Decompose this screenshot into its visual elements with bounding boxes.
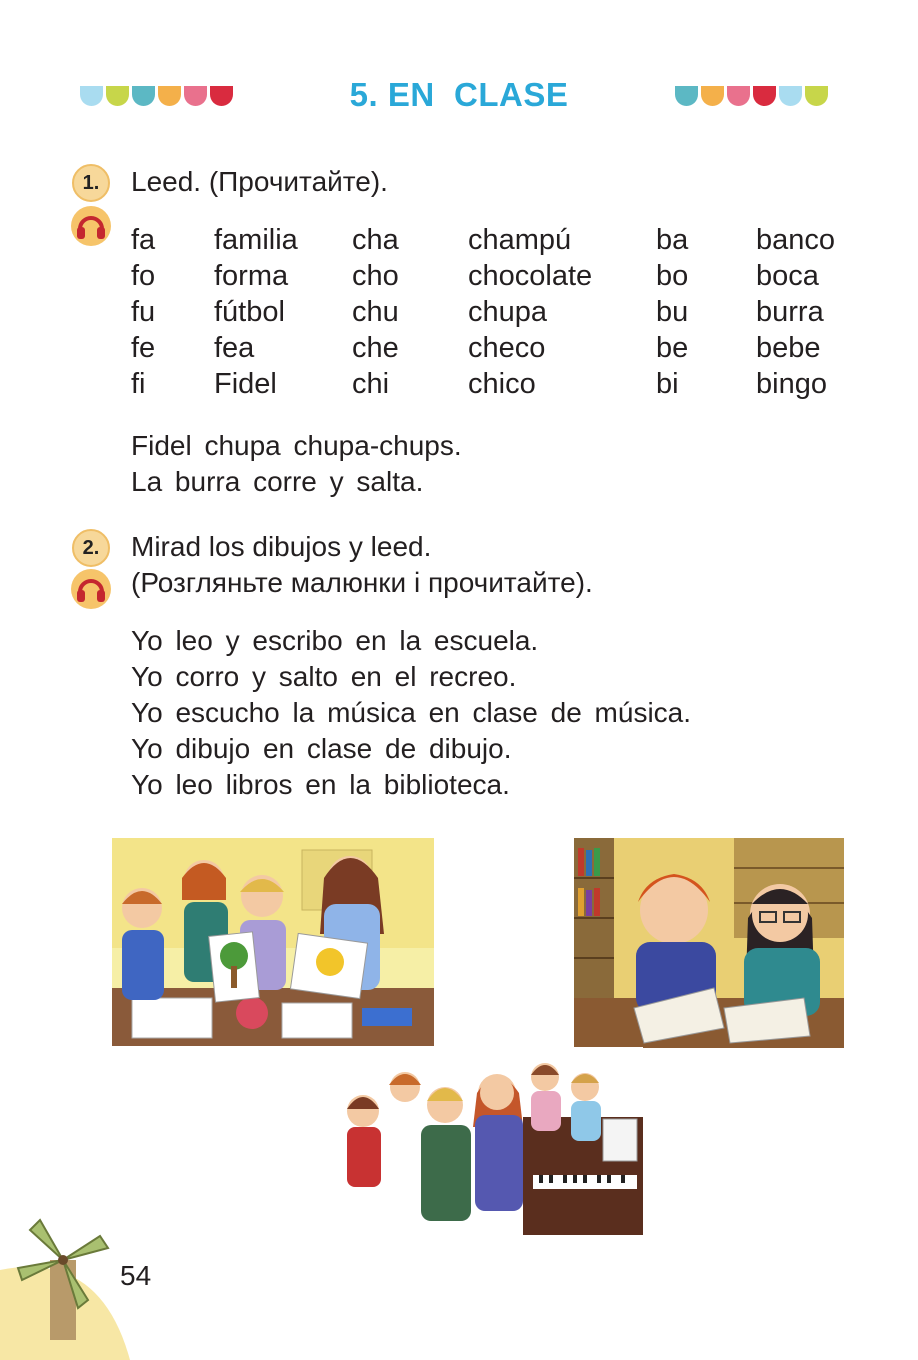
word-column-1 <box>214 222 298 402</box>
decorative-bead <box>701 86 724 106</box>
syllable: cha <box>352 224 399 256</box>
page-number: 54 <box>120 1260 152 1291</box>
sentence: Yo corro y salto en el recreo. <box>131 661 517 692</box>
exercise-2-instruction-translation: (Розгляньте малюнки і прочитайте). <box>131 567 593 598</box>
syllable-column-3 <box>656 222 688 402</box>
syllable: bo <box>656 260 689 292</box>
word: familia <box>214 224 298 256</box>
library-illustration <box>574 838 844 1048</box>
sentence: Yo leo libros en la biblioteca. <box>131 769 510 800</box>
syllable: fu <box>131 296 156 328</box>
decorative-bead <box>727 86 750 106</box>
exercise-2-badge: 2. <box>72 529 110 567</box>
word: forma <box>214 260 289 292</box>
word: Fidel <box>214 368 277 400</box>
syllable: che <box>352 332 399 364</box>
word: checo <box>468 332 546 364</box>
word: fútbol <box>214 296 285 328</box>
syllable: bu <box>656 296 689 328</box>
word: chocolate <box>468 260 593 292</box>
syllable-column-2 <box>352 222 399 402</box>
word-column-3 <box>756 222 835 402</box>
word: bingo <box>756 368 827 400</box>
word: boca <box>756 260 819 292</box>
syllable: be <box>656 332 689 364</box>
exercise-2-instruction: Mirad los dibujos y leed. <box>131 531 432 562</box>
syllable: cho <box>352 260 399 292</box>
decorative-bead <box>675 86 698 106</box>
word-column-2 <box>468 222 592 402</box>
word: burra <box>756 296 824 328</box>
word: bebe <box>756 332 821 364</box>
syllable: bi <box>656 368 679 400</box>
decorative-beads-right <box>675 86 828 106</box>
word: chico <box>468 368 536 400</box>
syllable: fi <box>131 368 146 400</box>
sentence: Yo escucho la música en clase de música. <box>131 697 692 728</box>
headphones-icon[interactable] <box>70 205 112 247</box>
decorative-bead <box>779 86 802 106</box>
syllable-column-1 <box>131 222 155 402</box>
sentence: Yo dibujo en clase de dibujo. <box>131 733 512 764</box>
word: chupa <box>468 296 548 328</box>
syllable: ba <box>656 224 689 256</box>
word: champú <box>468 224 572 256</box>
music-class-illustration <box>333 1047 643 1235</box>
exercise-1-badge: 1. <box>72 164 110 202</box>
decorative-bead <box>805 86 828 106</box>
lesson-title: 5. EN CLASE <box>349 76 569 113</box>
syllable: chi <box>352 368 390 400</box>
syllable: chu <box>352 296 399 328</box>
headphones-icon[interactable] <box>70 568 112 610</box>
exercise-1-instruction: Leed. (Прочитайте). <box>131 166 388 197</box>
drawing-class-illustration <box>112 838 434 1046</box>
syllable: fe <box>131 332 156 364</box>
sentence: La burra corre y salta. <box>131 466 424 497</box>
sentence: Fidel chupa chupa-chups. <box>131 430 462 461</box>
word: fea <box>214 332 255 364</box>
word: banco <box>756 224 836 256</box>
syllable: fa <box>131 224 156 256</box>
syllable: fo <box>131 260 156 292</box>
decorative-bead <box>753 86 776 106</box>
sentence: Yo leo y escribo en la escuela. <box>131 625 539 656</box>
